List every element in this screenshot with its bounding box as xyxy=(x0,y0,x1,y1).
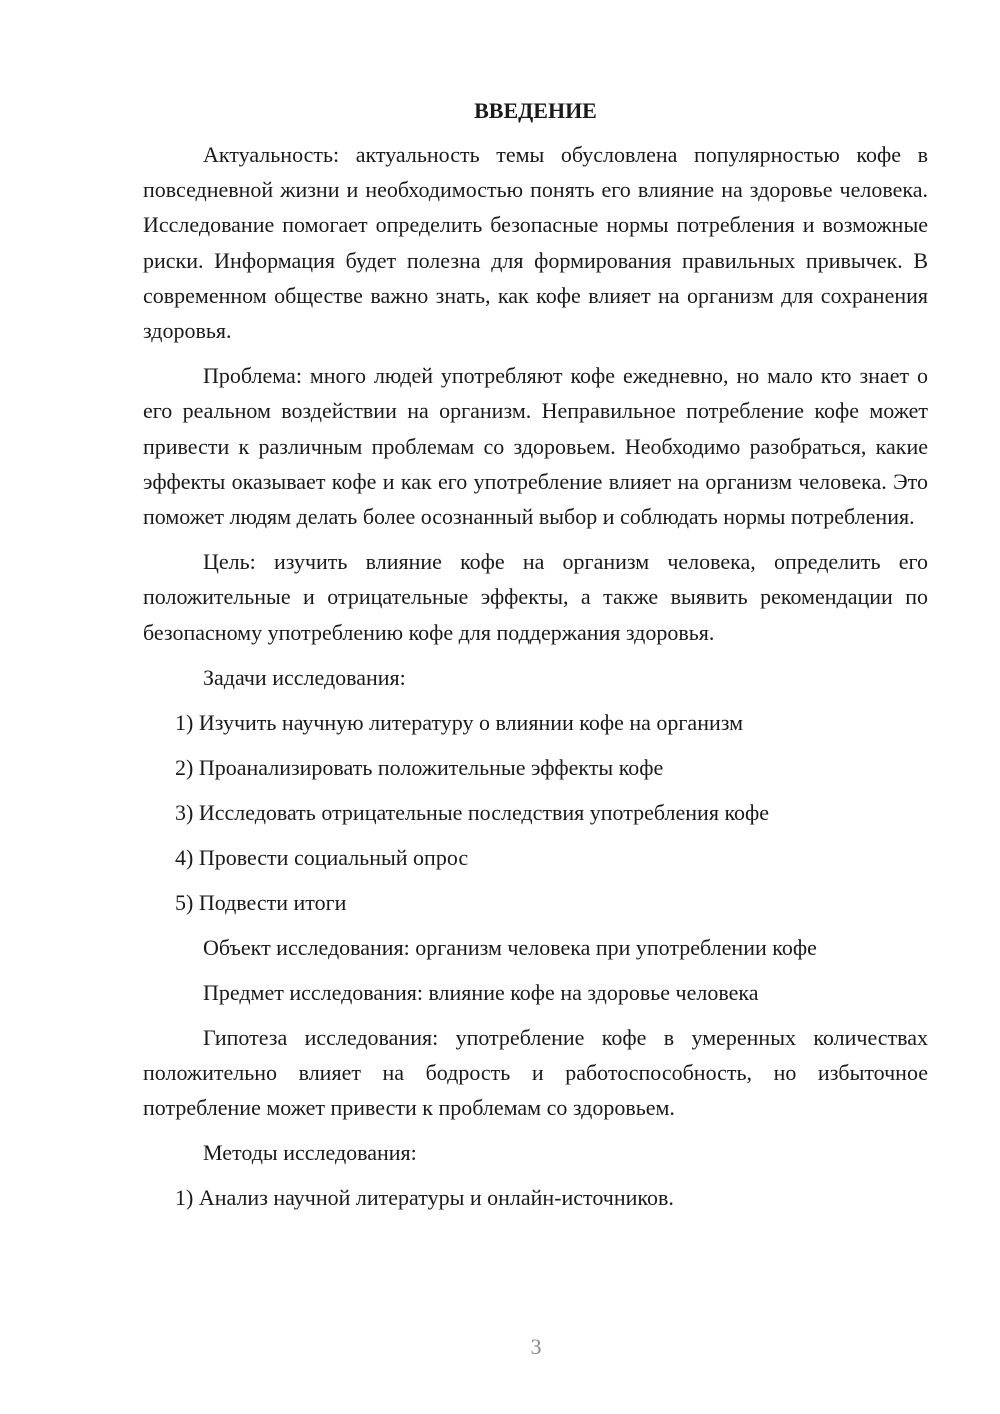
task-item: 1) Изучить научную литературу о влиянии кофе на организм xyxy=(175,709,744,735)
tasks-title: Задачи исследования: xyxy=(203,664,406,690)
task-item: 4) Провести социальный опрос xyxy=(175,844,469,870)
method-item: 1) Анализ научной литературы и онлайн-источников. xyxy=(175,1185,674,1211)
problem-paragraph: Проблема: много людей употребляют кофе ежедневно, но мало кто знает о его реальном воздействии на организм. Неправильное потребление кофе может привести к различным проблемам со здоровьем. Необходимо разобраться, какие эффекты оказывает кофе и как его употребление влияет на организм человека. Это поможет людям делать более осознанный выбор и соблюдать нормы потребления. xyxy=(143,363,928,530)
research-subject: Предмет исследования: влияние кофе на здоровье человека xyxy=(203,979,759,1005)
research-object: Объект исследования: организм человека при употреблении кофе xyxy=(203,934,817,960)
relevance-paragraph: Актуальность: актуальность темы обусловлена популярностью кофе в повседневной жизни и необходимостью понять его влияние на здоровье человека. Исследование помогает определить безопасные нормы потребления и возможные риски. Информация будет полезна для формирования правильных привычек. В современном обществе важно знать, как кофе влияет на организм для сохранения здоровья. xyxy=(143,142,928,344)
task-item: 3) Исследовать отрицательные последствия употребления кофе xyxy=(175,799,770,825)
page-number: 3 xyxy=(530,1334,542,1359)
methods-title: Методы исследования: xyxy=(203,1140,417,1166)
goal-paragraph: Цель: изучить влияние кофе на организм человека, определить его положительные и отрицательные эффекты, а также выявить рекомендации по безопасному употреблению кофе для поддержания здоровья. xyxy=(143,549,928,645)
section-heading: ВВЕДЕНИЕ xyxy=(474,98,597,123)
task-item: 5) Подвести итоги xyxy=(175,889,347,915)
page-content xyxy=(143,95,928,1225)
task-item: 2) Проанализировать положительные эффекты кофе xyxy=(175,754,664,780)
hypothesis-paragraph: Гипотеза исследования: употребление кофе в умеренных количествах положительно влияет на бодрость и работоспособность, но избыточное потребление может привести к проблемам со здоровьем. xyxy=(143,1024,928,1121)
